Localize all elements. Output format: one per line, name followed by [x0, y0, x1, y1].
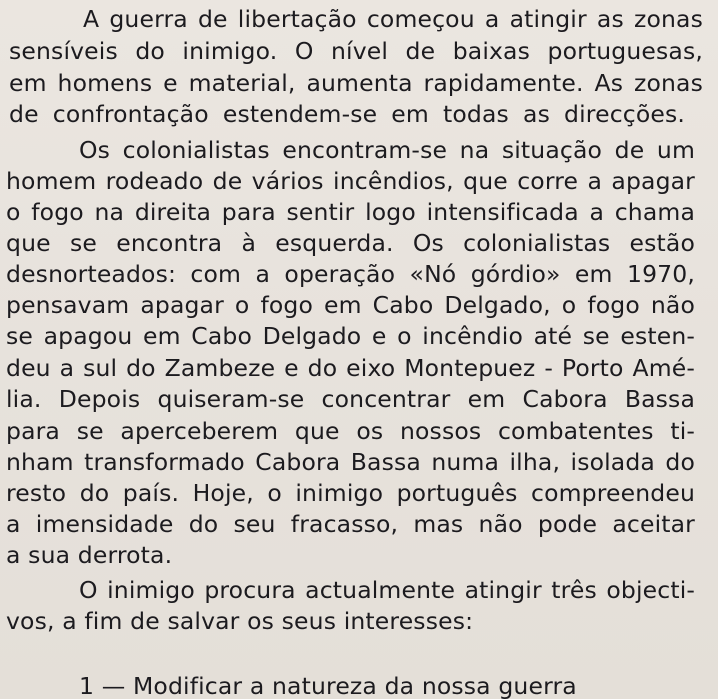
text-line: de confrontação estendem-se em todas as direcções.	[9, 100, 685, 128]
text-line: a imensidade do seu fracasso, mas não pode aceitar	[6, 510, 695, 538]
text-line: 1 — Modificar a natureza da nossa guerra	[79, 672, 577, 699]
text-line: para se aperceberem que os nossos combatentes ti-	[6, 417, 695, 445]
text-line: pensavam apagar o fogo em Cabo Delgado, o fogo não	[6, 291, 695, 319]
text-line: se apagou em Cabo Delgado e o incêndio até se esten-	[6, 322, 695, 350]
text-line: desnorteados: com a operação «Nó górdio» em 1970,	[6, 260, 695, 288]
text-line: o fogo na direita para sentir logo intensificada a chama	[6, 198, 695, 226]
text-line: deu a sul do Zambeze e do eixo Montepuez - Porto Amé-	[6, 354, 695, 382]
text-line: lia. Depois quiseram-se concentrar em Cabora Bassa	[6, 385, 695, 413]
text-line: homem rodeado de vários incêndios, que corre a apagar	[6, 167, 695, 195]
text-line: O inimigo procura actualmente atingir três objecti-	[79, 576, 695, 604]
text-line: vos, a fim de salvar os seus interesses:	[6, 607, 474, 635]
text-line: sensíveis do inimigo. O nível de baixas portuguesas,	[9, 37, 703, 65]
text-line: nham transformado Cabora Bassa numa ilha, isolada do	[6, 448, 695, 476]
text-line: A guerra de libertação começou a atingir as zonas	[83, 5, 703, 33]
text-line: em homens e material, aumenta rapidamente. As zonas	[9, 69, 703, 97]
text-line: a sua derrota.	[6, 541, 173, 569]
text-line: resto do país. Hoje, o inimigo português compreendeu	[6, 479, 695, 507]
text-line: que se encontra à esquerda. Os colonialistas estão	[6, 229, 695, 257]
text-line: Os colonialistas encontram-se na situação de um	[79, 136, 695, 164]
